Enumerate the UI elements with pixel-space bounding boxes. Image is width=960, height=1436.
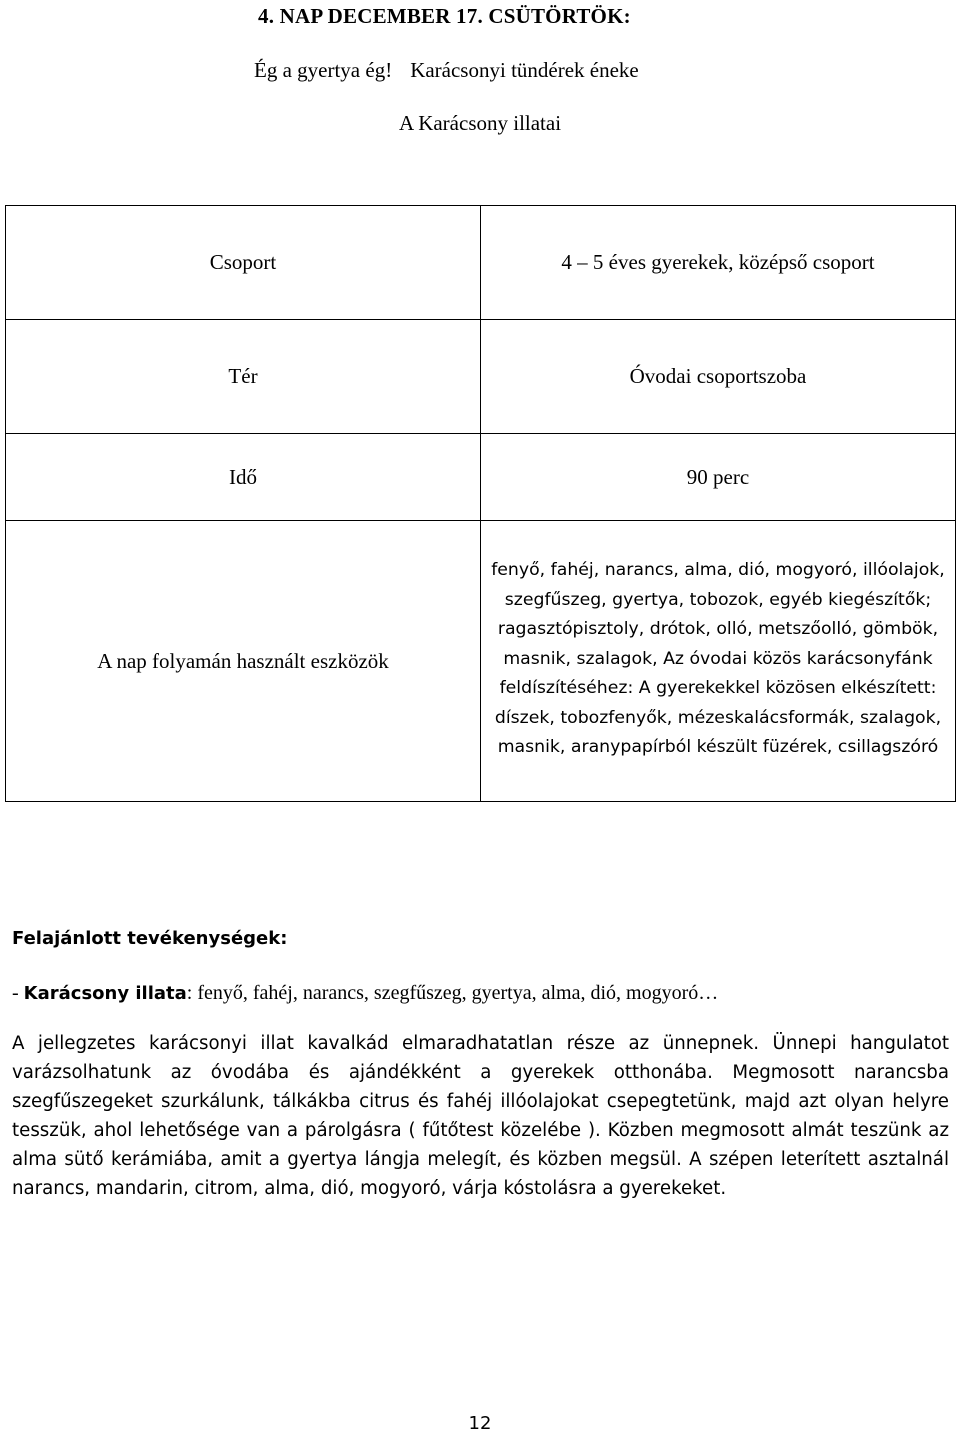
tools-cell: [481, 521, 956, 802]
time-label: Idő: [6, 434, 481, 521]
item-prefix: -: [12, 982, 24, 1004]
table-row-group: [6, 206, 956, 320]
song-title-2: Karácsonyi tündérek éneke: [410, 58, 639, 82]
topic-title: A Karácsony illatai: [398, 111, 562, 135]
time-value: 90 perc: [481, 434, 956, 521]
group-value: 4 – 5 éves gyerekek, középső csoport: [481, 206, 956, 320]
page-number: 12: [468, 1413, 492, 1434]
space-value: Óvodai csoportszoba: [481, 320, 956, 434]
table-row-time: [6, 434, 956, 521]
activity-paragraph: A jellegzetes karácsonyi illat kavalkád elmaradhatatlan része az ünnepnek. Ünnepi hangulatot varázsolhatunk az óvodába és ajándékként a gyerekek otthonába. Megmosott narancsba szegfűszegeket szurkálunk, tálkákba citrus és fahéj illóolajokat csepegtetünk, majd azt olyan helyre tesszük, ahol lehetősége van a párolgásra ( fűtőtest közelébe ). Közben megmosott almát teszünk az alma sütő kerámiába, amit a gyertya lángja melegít, és közben megsül. A szépen leterített asztalnál narancs, mandarin, citrom, alma, dió, mogyoró, várja kóstolásra a gyerekeket.: [12, 1033, 949, 1199]
activity-item: [12, 982, 718, 1005]
offered-activities-title: Felajánlott tevékenységek:: [12, 928, 288, 949]
info-table: [5, 205, 956, 802]
tools-value: fenyő, fahéj, narancs, alma, dió, mogyoró, illóolajok, szegfűszeg, gyertya, tobozok, egyéb kiegészítők; ragasztópisztoly, drótok, olló, metszőolló, gömbök, masnik, szalagok, Az óvodai közös karácsonyfánk feldíszítéséhez: A gyerekekkel közösen elkészített: díszek, tobozfenyők, mézeskalácsformák, szalagok, masnik, aranypapírból készült füzérek, csillagszóró: [491, 560, 945, 758]
subtitle-songs: [254, 58, 639, 83]
item-description: : fenyő, fahéj, narancs, szegfűszeg, gyertya, alma, dió, mogyoró…: [186, 982, 719, 1004]
day-heading: 4. NAP DECEMBER 17. CSÜTÖRTÖK:: [258, 4, 631, 28]
group-label: Csoport: [6, 206, 481, 320]
space-label: Tér: [6, 320, 481, 434]
table-row-tools: [6, 521, 956, 802]
tools-label: A nap folyamán használt eszközök: [6, 521, 481, 802]
song-title-1: Ég a gyertya ég!: [254, 58, 393, 82]
item-title: Karácsony illata: [23, 983, 187, 1004]
table-row-space: [6, 320, 956, 434]
